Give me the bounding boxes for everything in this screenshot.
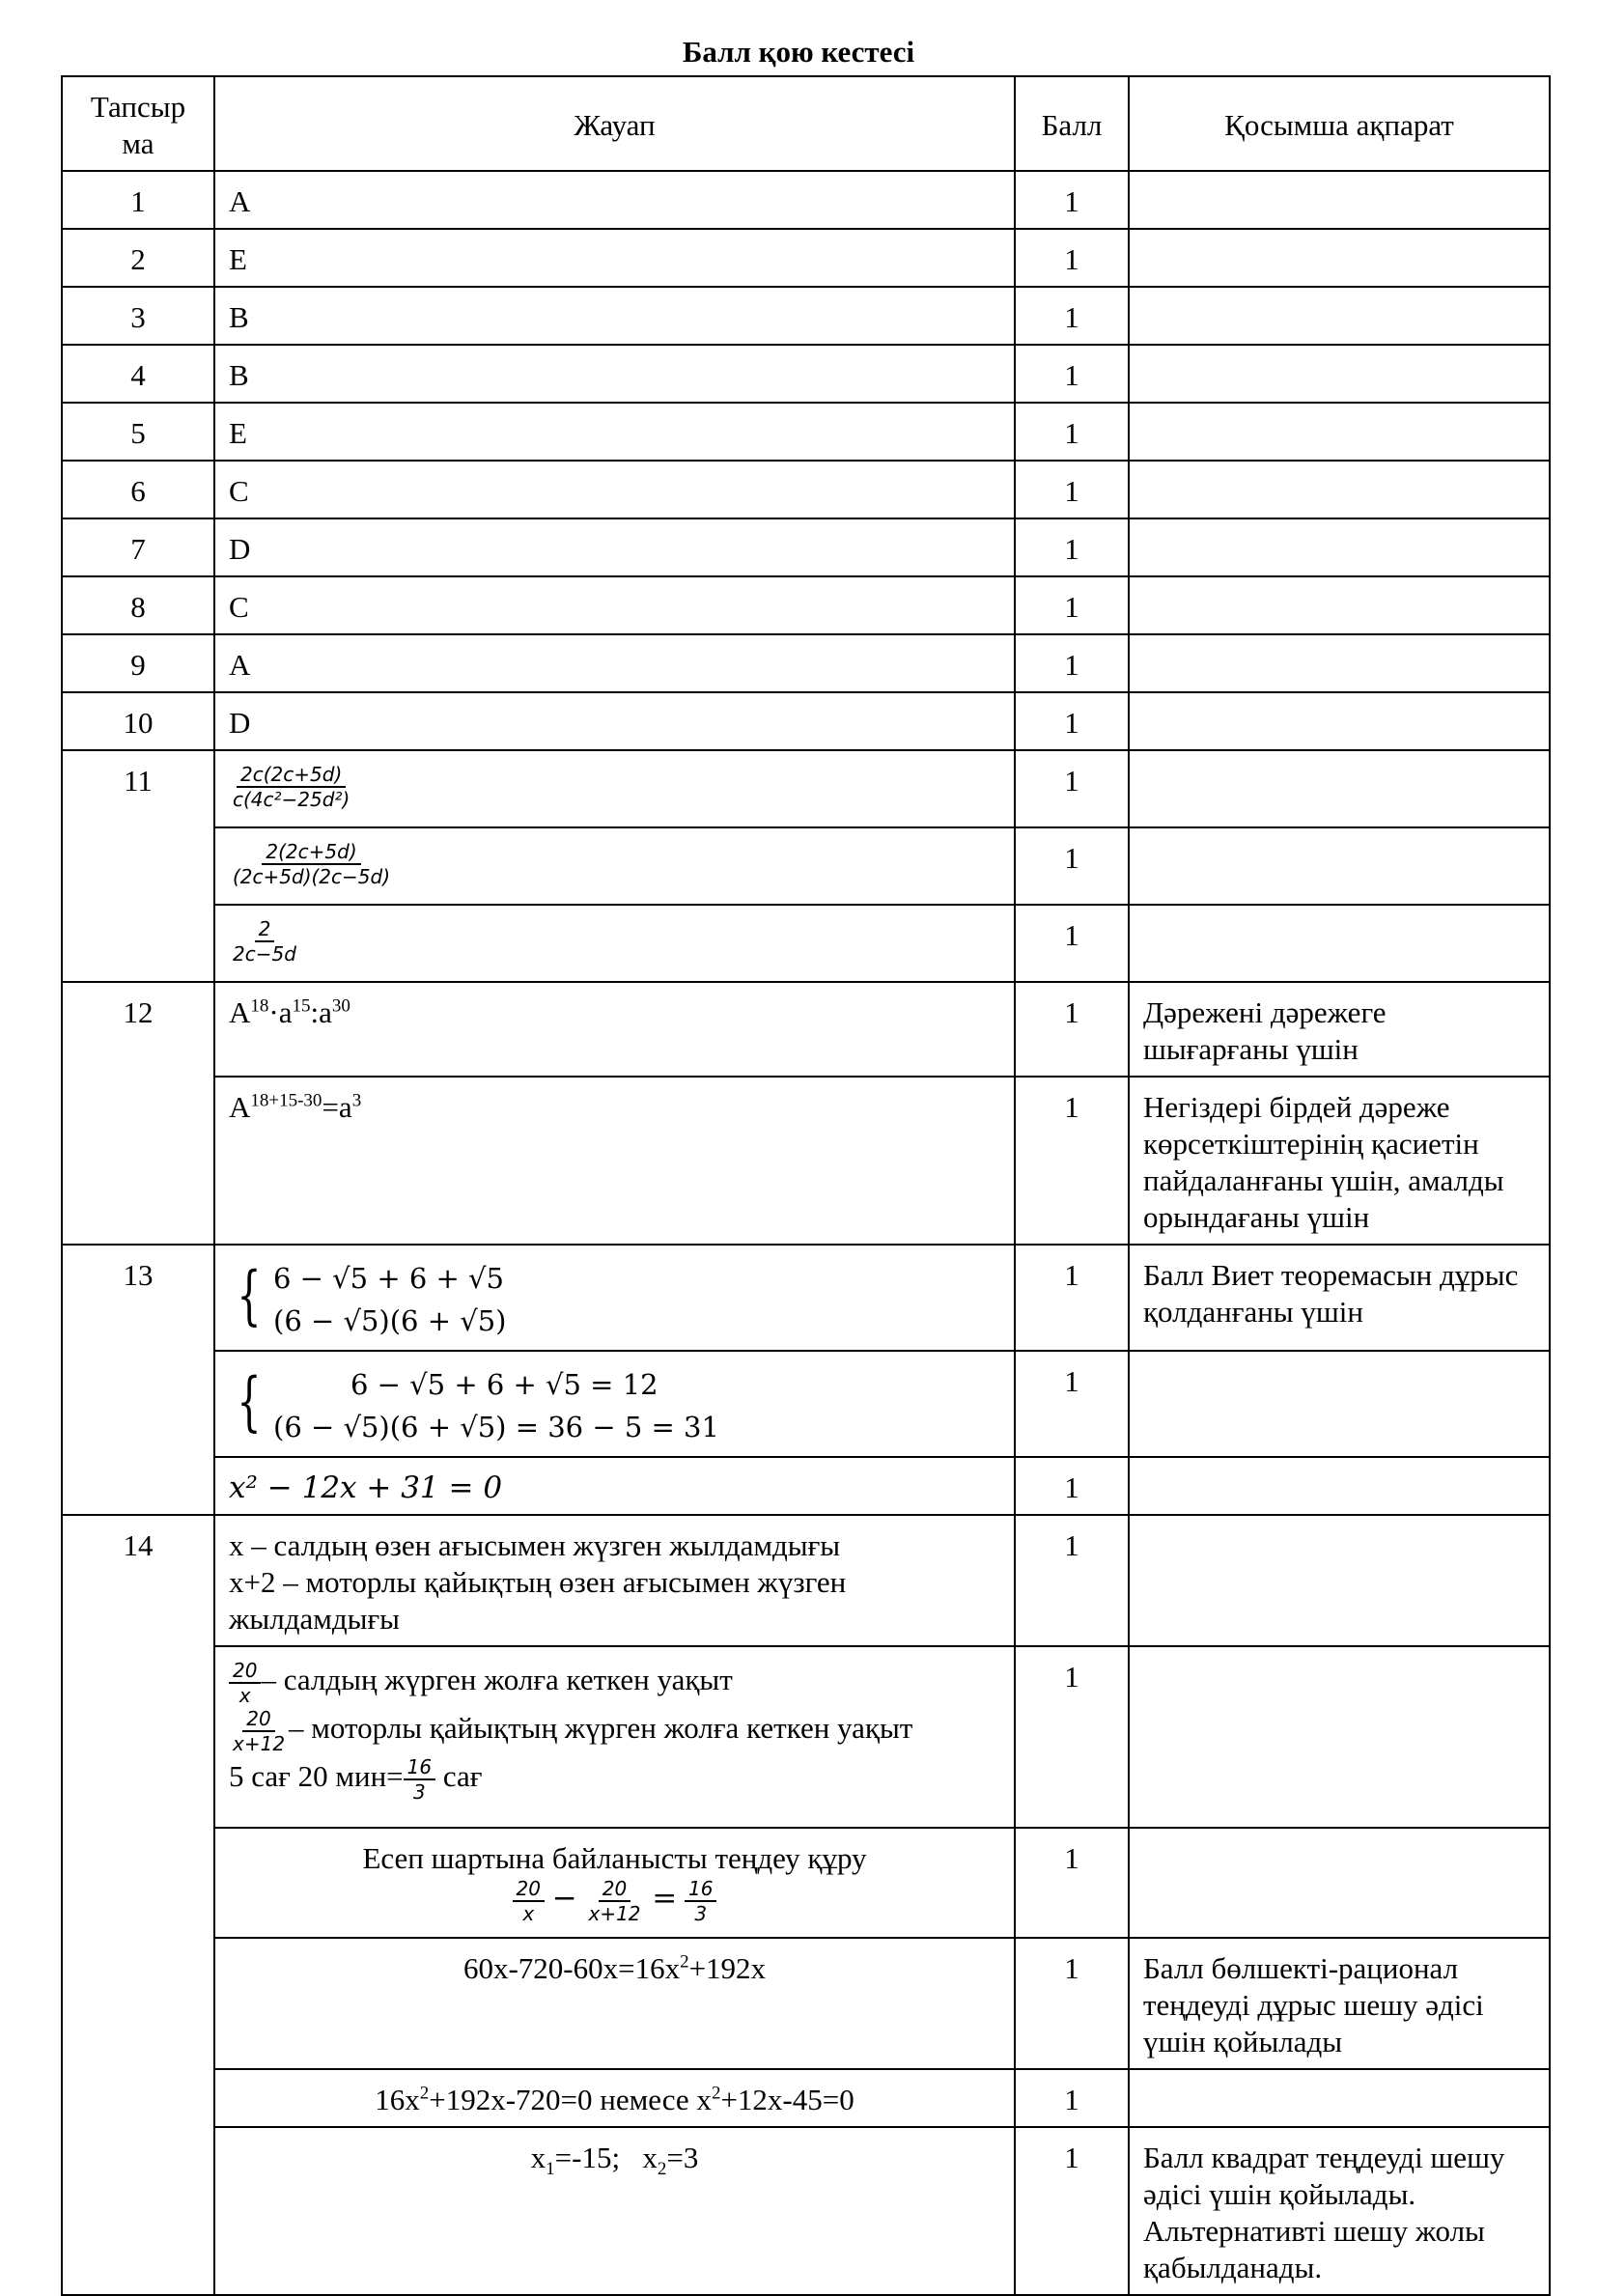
task-number: 4 xyxy=(62,345,214,403)
points-cell: 1 xyxy=(1015,1646,1129,1828)
task-number: 12 xyxy=(62,982,214,1245)
table-row xyxy=(62,905,1550,982)
task-12 xyxy=(62,982,1550,1245)
points-cell: 1 xyxy=(1015,1077,1129,1245)
fraction: $\frac{20}{x}$ xyxy=(513,1877,545,1925)
answer-cell: $x_1=-15$; $x_2=3$ xyxy=(214,2127,1015,2295)
info-cell xyxy=(1129,518,1550,576)
fraction: $\frac{2c(2c+5d)}{\text{c(4c²−25d²)}}$ xyxy=(233,763,350,811)
table-row xyxy=(62,2069,1550,2127)
points-cell: 1 xyxy=(1015,518,1129,576)
fraction: $\frac{2}{2c-5d}$ xyxy=(233,917,296,966)
task-number: 3 xyxy=(62,287,214,345)
table-row xyxy=(62,1828,1550,1938)
answer-cell: Есеп шартына байланысты теңдеу құру $\frac{20}{x}$ − $\frac{20}{x+12}$ = $\frac{16}{3}$ xyxy=(214,1828,1015,1938)
info-cell xyxy=(1129,403,1550,461)
answer-cell: A xyxy=(214,171,1015,229)
info-cell xyxy=(1129,1828,1550,1938)
info-cell xyxy=(1129,2069,1550,2127)
info-cell: Балл квадрат теңдеуді шешу әдісі үшін қойылады. Альтернативті шешу жолы қабылданады. xyxy=(1129,2127,1550,2295)
task-number: 13 xyxy=(62,1245,214,1515)
table-row xyxy=(62,827,1550,905)
task-11 xyxy=(62,750,1550,982)
page-title: Балл қою кестесі xyxy=(682,35,915,69)
table-row xyxy=(62,287,1550,345)
answer-cell: E xyxy=(214,229,1015,287)
info-cell xyxy=(1129,905,1550,982)
answer-cell: x² − 12x + 31 = 0 xyxy=(214,1457,1015,1515)
fraction: $\frac{16}{3}$ xyxy=(404,1755,435,1804)
points-cell: 1 xyxy=(1015,2069,1129,2127)
equation-system: { 6 − √5 + 6 + √5 = 12 (6 − √5)(6 + √5) = 36 − 5 = 31 xyxy=(229,1363,719,1448)
task-number: 7 xyxy=(62,518,214,576)
table-row xyxy=(62,2127,1550,2295)
table-row xyxy=(62,461,1550,518)
answer-cell: $\frac{20}{x}$ – салдың жүрген жолға кеткен уақыт $\frac{20}{x+12}$ – моторлы қайықтың жүрген жолға кеткен уақыт 5 сағ 20 мин= $\frac{16}{3}$ сағ xyxy=(214,1646,1015,1828)
brace-symbol: { xyxy=(237,1364,262,1439)
table-row xyxy=(62,1457,1550,1515)
points-cell: 1 xyxy=(1015,461,1129,518)
table-row xyxy=(62,1077,1550,1245)
info-cell xyxy=(1129,461,1550,518)
task-13 xyxy=(62,1245,1550,1515)
table-row xyxy=(62,229,1550,287)
points-cell: 1 xyxy=(1015,1828,1129,1938)
task-number: 14 xyxy=(62,1515,214,2295)
points-cell: 1 xyxy=(1015,1515,1129,1646)
points-cell: 1 xyxy=(1015,827,1129,905)
scoring-table xyxy=(61,75,1551,2296)
points-cell: 1 xyxy=(1015,905,1129,982)
points-cell: 1 xyxy=(1015,1457,1129,1515)
info-cell xyxy=(1129,229,1550,287)
answer-cell: $60x-720-60x=16x^2+192x$ xyxy=(214,1938,1015,2069)
info-cell: Негіздері бірдей дәреже көрсеткіштерінің қасиетін пайдаланғаны үшін, амалды орындағаны үшін xyxy=(1129,1077,1550,1245)
answer-cell: $16x^2+192x-720=0$ немесе $x^2+12x-45=0$ xyxy=(214,2069,1015,2127)
points-cell: 1 xyxy=(1015,982,1129,1077)
table-row xyxy=(62,1245,1550,1351)
answer-cell: A xyxy=(214,634,1015,692)
answer-cell xyxy=(214,1351,1015,1457)
table-row xyxy=(62,692,1550,750)
table-row xyxy=(62,982,1550,1077)
table-row xyxy=(62,1646,1550,1828)
info-cell xyxy=(1129,345,1550,403)
task-14 xyxy=(62,1515,1550,2295)
table-row xyxy=(62,345,1550,403)
task-number: 11 xyxy=(62,750,214,982)
answer-cell: C xyxy=(214,461,1015,518)
answer-cell: E xyxy=(214,403,1015,461)
points-cell: 1 xyxy=(1015,634,1129,692)
table-row xyxy=(62,634,1550,692)
info-cell xyxy=(1129,576,1550,634)
answer-cell: x – салдың өзен ағысымен жүзген жылдамдығы x+2 – моторлы қайықтың өзен ағысымен жүзген жылдамдығы xyxy=(214,1515,1015,1646)
task-number: 5 xyxy=(62,403,214,461)
table-row xyxy=(62,1938,1550,2069)
fraction: $\frac{16}{3}$ xyxy=(685,1877,716,1925)
header-task: Тапсыр ма xyxy=(62,76,214,171)
answer-cell xyxy=(214,827,1015,905)
info-cell: Дәрежені дәрежеге шығарғаны үшін xyxy=(1129,982,1550,1077)
table-row xyxy=(62,518,1550,576)
task-number: 8 xyxy=(62,576,214,634)
brace-symbol: { xyxy=(237,1258,262,1332)
header-points: Балл xyxy=(1015,76,1129,171)
table-header-row xyxy=(62,76,1550,171)
answer-cell: D xyxy=(214,692,1015,750)
task-number: 6 xyxy=(62,461,214,518)
answer-cell: D xyxy=(214,518,1015,576)
info-cell xyxy=(1129,1646,1550,1828)
header-answer: Жауап xyxy=(214,76,1015,171)
info-cell xyxy=(1129,750,1550,827)
points-cell: 1 xyxy=(1015,692,1129,750)
points-cell: 1 xyxy=(1015,750,1129,827)
points-cell: 1 xyxy=(1015,229,1129,287)
table-row xyxy=(62,1351,1550,1457)
points-cell: 1 xyxy=(1015,1351,1129,1457)
answer-cell: C xyxy=(214,576,1015,634)
points-cell: 1 xyxy=(1015,576,1129,634)
info-cell xyxy=(1129,1457,1550,1515)
header-info: Қосымша ақпарат xyxy=(1129,76,1550,171)
points-cell: 1 xyxy=(1015,1245,1129,1351)
simple-rows xyxy=(62,171,1550,750)
info-cell: Балл бөлшекті-рационал теңдеуді дұрыс шешу әдісі үшін қойылады xyxy=(1129,1938,1550,2069)
equation-system: { 6 − √5 + 6 + √5 (6 − √5)(6 + √5) xyxy=(229,1257,507,1342)
info-cell xyxy=(1129,171,1550,229)
answer-cell: $A^{18}\cdot a^{15}:a^{30}$ xyxy=(214,982,1015,1077)
fraction: $\frac{20}{x+12}$ xyxy=(588,1877,641,1925)
info-cell xyxy=(1129,827,1550,905)
info-cell xyxy=(1129,1515,1550,1646)
answer-cell: $A^{18+15-30}=a^3$ xyxy=(214,1077,1015,1245)
points-cell: 1 xyxy=(1015,171,1129,229)
fraction: $\frac{20}{x+12}$ xyxy=(233,1707,286,1755)
points-cell: 1 xyxy=(1015,1938,1129,2069)
answer-cell: B xyxy=(214,345,1015,403)
table-row xyxy=(62,750,1550,827)
answer-cell: B xyxy=(214,287,1015,345)
info-cell xyxy=(1129,692,1550,750)
table-row xyxy=(62,1515,1550,1646)
points-cell: 1 xyxy=(1015,403,1129,461)
task-number: 1 xyxy=(62,171,214,229)
answer-cell xyxy=(214,905,1015,982)
fraction: $\frac{2(2c+5d)}{(2c+5d)(2c-5d)}$ xyxy=(233,840,391,888)
task-number: 10 xyxy=(62,692,214,750)
answer-cell xyxy=(214,1245,1015,1351)
task-number: 2 xyxy=(62,229,214,287)
info-cell: Балл Виет теоремасын дұрыс қолданғаны үшін xyxy=(1129,1245,1550,1351)
points-cell: 1 xyxy=(1015,2127,1129,2295)
points-cell: 1 xyxy=(1015,345,1129,403)
points-cell: 1 xyxy=(1015,287,1129,345)
info-cell xyxy=(1129,287,1550,345)
fraction: $\frac{20}{x}$ xyxy=(229,1659,261,1707)
answer-cell xyxy=(214,750,1015,827)
table-row xyxy=(62,576,1550,634)
table-row xyxy=(62,403,1550,461)
info-cell xyxy=(1129,1351,1550,1457)
info-cell xyxy=(1129,634,1550,692)
table-row xyxy=(62,171,1550,229)
task-number: 9 xyxy=(62,634,214,692)
